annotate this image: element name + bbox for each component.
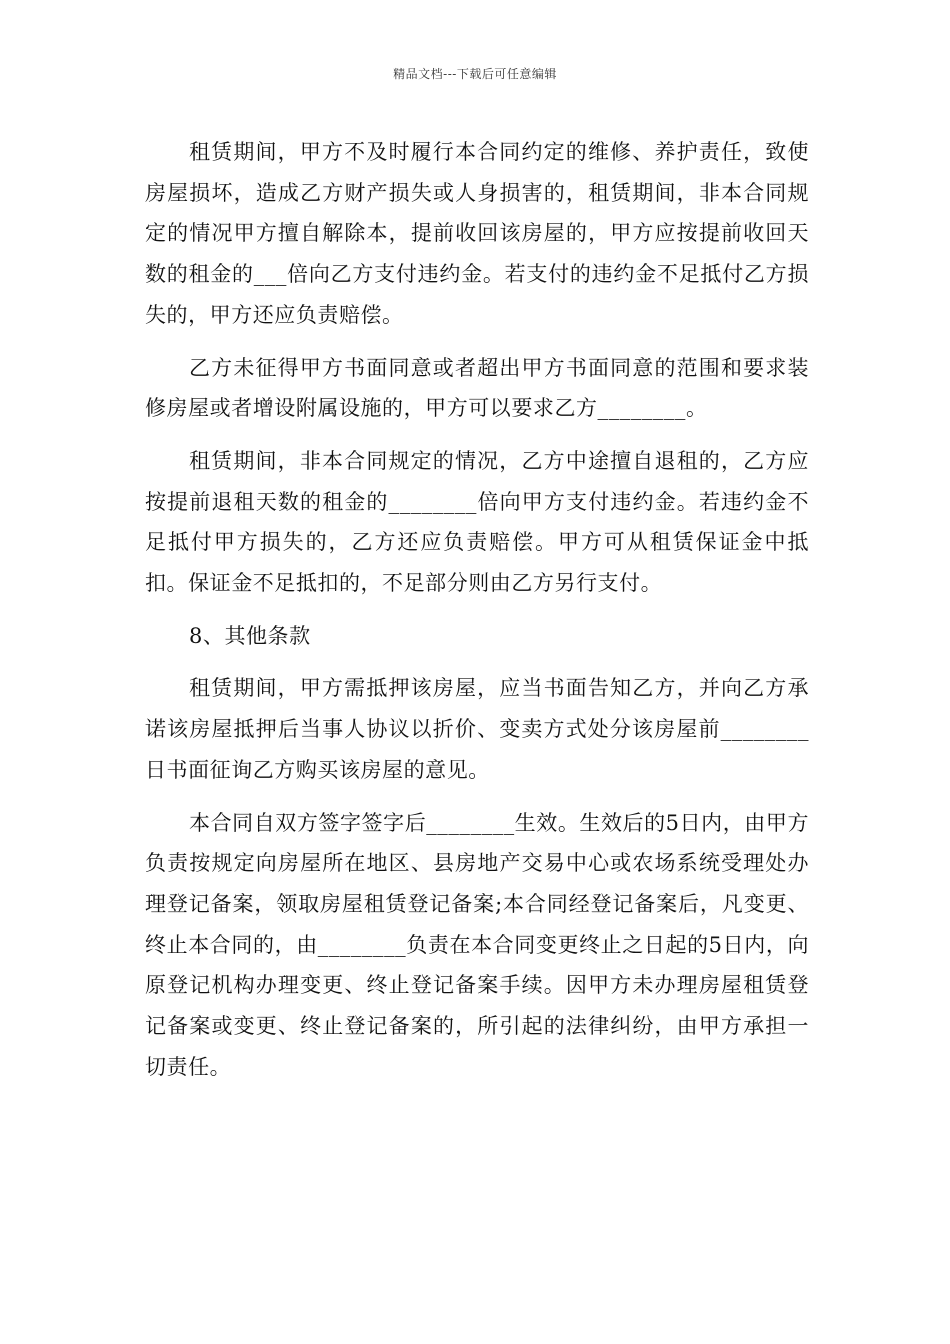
document-body: [145, 132, 809, 1099]
paragraph-p6: 本合同自双方签字签字后________生效。生效后的5日内，由甲方负责按规定向房屋所在地区、县房地产交易中心或农场系统受理处办理登记备案，领取房屋租赁登记备案;本合同经登记备案后，凡变更、终止本合同的，由________负责在本合同变更终止之日起的5日内，向原登记机构办理变更、终止登记备案手续。因甲方未办理房屋租赁登记备案或变更、终止登记备案的，所引起的法律纠纷，由甲方承担一切责任。: [145, 810, 809, 1079]
page-header: 精品文档---下载后可任意编辑: [393, 67, 557, 81]
paragraph-p1: 租赁期间，甲方不及时履行本合同约定的维修、养护责任，致使房屋损坏，造成乙方财产损失或人身损害的，租赁期间，非本合同规定的情况甲方擅自解除本，提前收回该房屋的，甲方应按提前收回天数的租金的___倍向乙方支付违约金。若支付的违约金不足抵付乙方损失的，甲方还应负责赔偿。: [145, 140, 809, 327]
paragraph-p5: 租赁期间，甲方需抵押该房屋，应当书面告知乙方，并向乙方承诺该房屋抵押后当事人协议以折价、变卖方式处分该房屋前________日书面征询乙方购买该房屋的意见。: [145, 676, 809, 782]
paragraph-p4: 8、其他条款: [189, 623, 311, 648]
paragraph-p3: 租赁期间，非本合同规定的情况，乙方中途擅自退租的，乙方应按提前退租天数的租金的________倍向甲方支付违约金。若违约金不足抵付甲方损失的，乙方还应负责赔偿。甲方可从租赁保证金中抵扣。保证金不足抵扣的，不足部分则由乙方另行支付。: [145, 448, 809, 596]
paragraph-p2: 乙方未征得甲方书面同意或者超出甲方书面同意的范围和要求装修房屋或者增设附属设施的，甲方可以要求乙方________。: [145, 355, 809, 421]
